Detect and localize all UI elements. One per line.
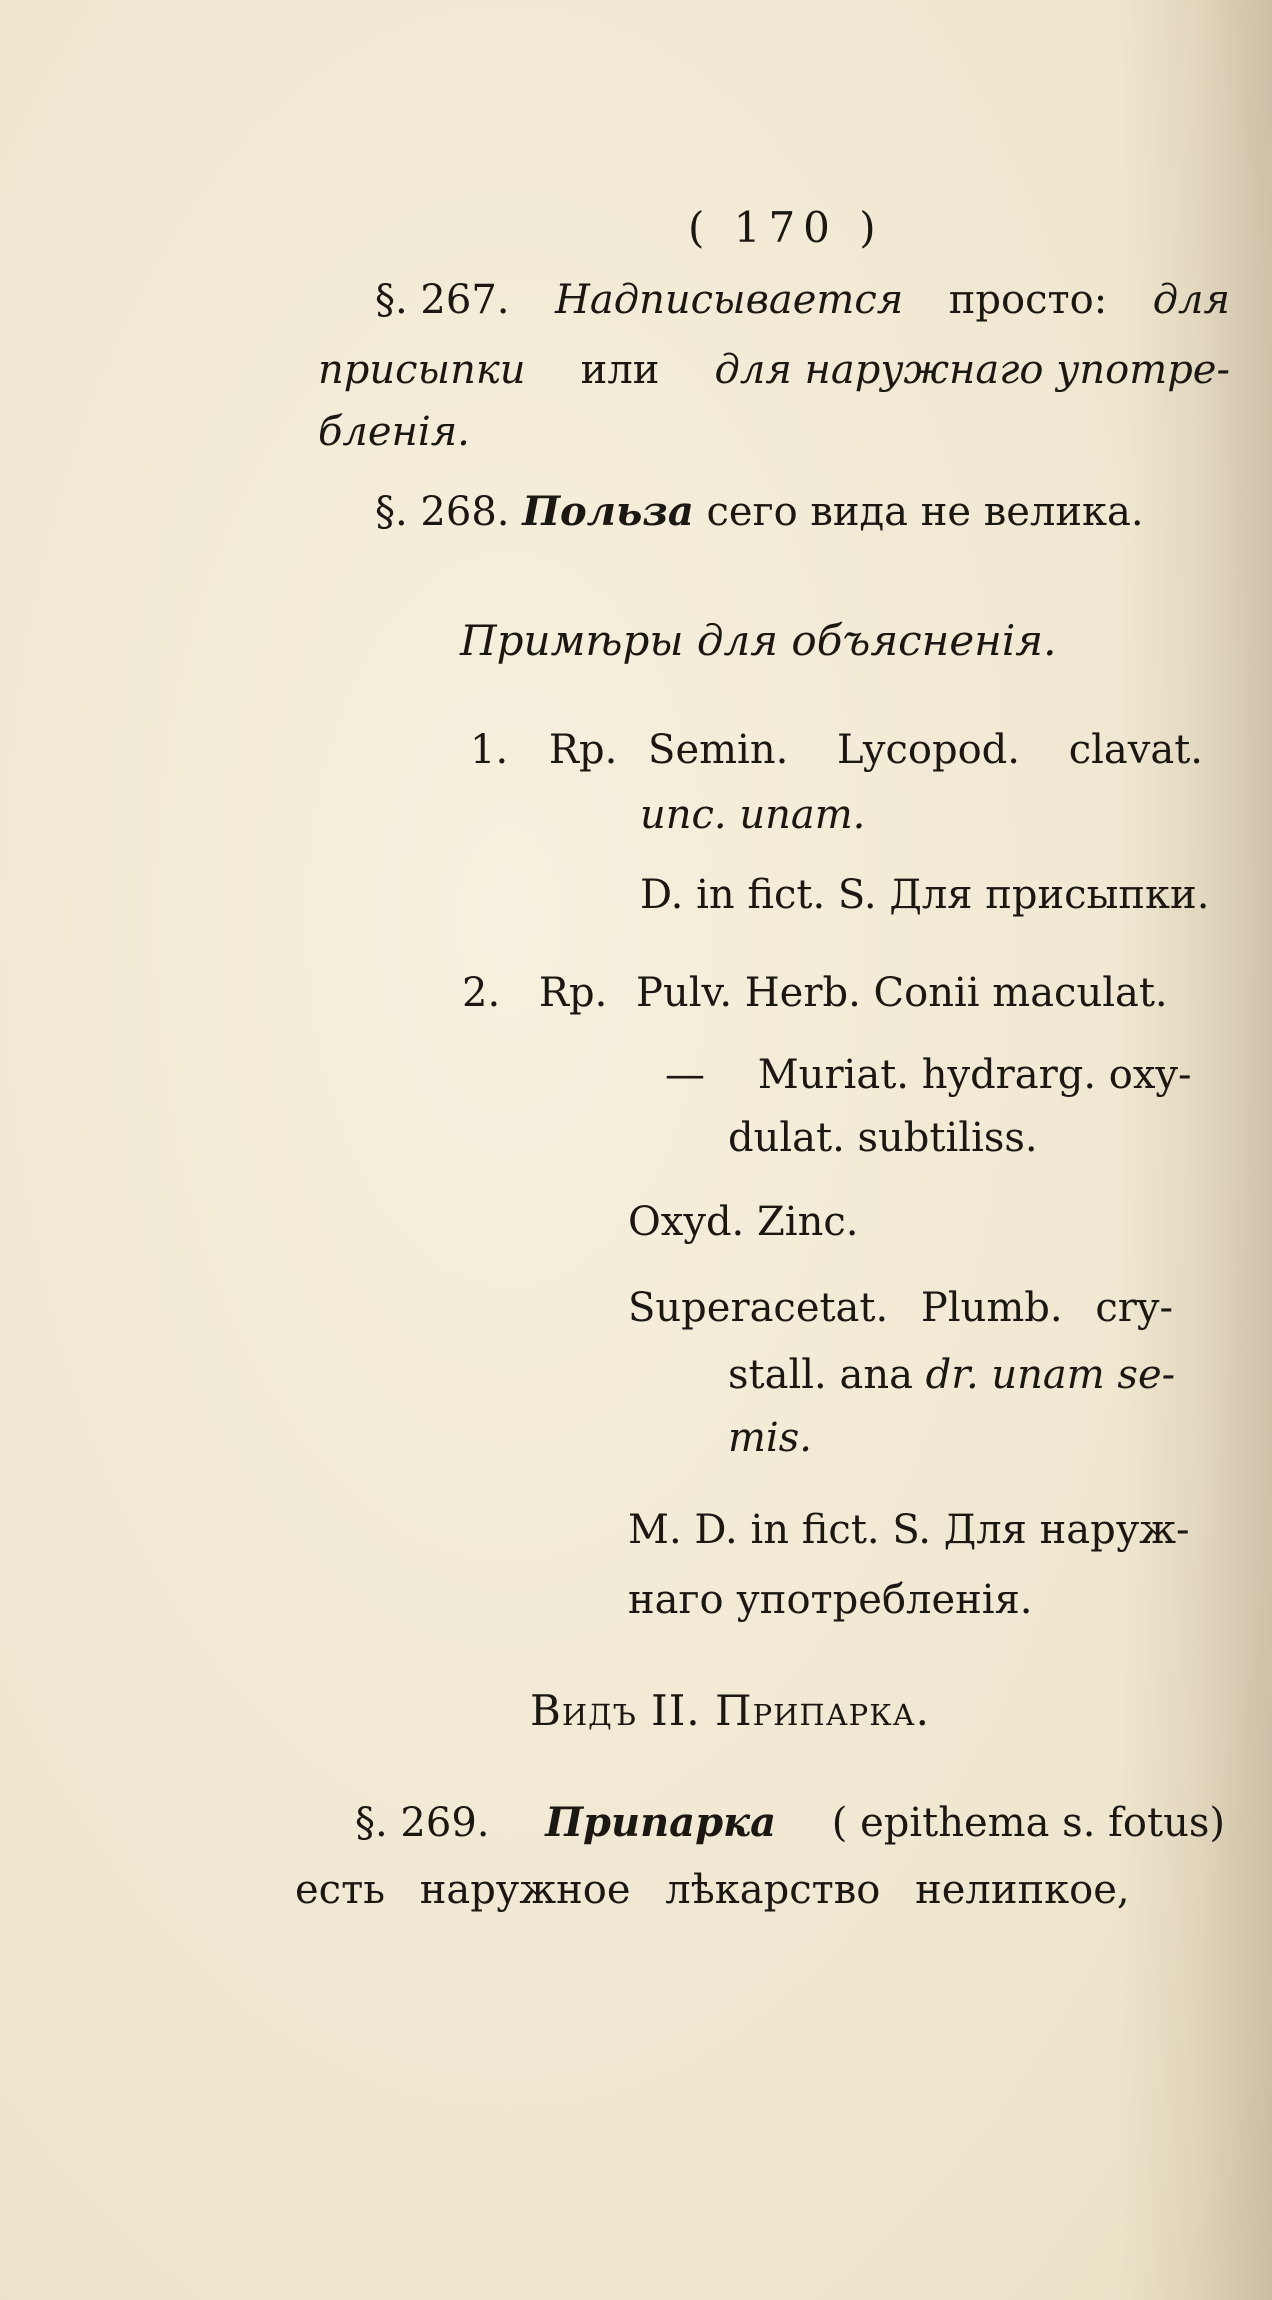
- section-heading: Видъ II. Припарка.: [530, 1686, 930, 1735]
- emphasis-text: для: [1152, 277, 1230, 323]
- recipe-ingredient: Semin. Lycopod. clavat.: [648, 727, 1203, 773]
- page-number: ( 170 ): [688, 203, 884, 252]
- recipe-1-line-1: [470, 727, 1203, 773]
- paragraph-268: [375, 488, 1144, 535]
- emphasis-text: присыпки: [318, 347, 526, 393]
- paragraph-267-line-1: [375, 277, 1230, 323]
- recipe-rp: Rp.: [538, 970, 608, 1016]
- emphasis-text: Припарка: [545, 1799, 777, 1846]
- recipe-number: 1.: [470, 727, 509, 773]
- recipe-2-ingredient-4: Superacetat. Plumb. cry-: [628, 1285, 1173, 1331]
- examples-heading: Примѣры для объясненія.: [460, 616, 1057, 665]
- emphasis-text: Надписывается: [555, 277, 904, 323]
- recipe-2-line-1: [462, 970, 1168, 1016]
- paragraph-number: §. 267.: [375, 277, 510, 323]
- ditto-dash: —: [665, 1052, 705, 1098]
- recipe-ingredient: Muriat. hydrarg. oxy-: [757, 1052, 1192, 1098]
- recipe-2-ingredient-3: Oxyd. Zinc.: [628, 1199, 859, 1245]
- emphasis-text: Польза: [522, 488, 694, 535]
- recipe-2-instruction: M. D. in fict. S. Для наруж-: [628, 1507, 1190, 1553]
- body-text: ( epithema s. fotus): [831, 1800, 1225, 1846]
- paragraph-number: §. 268.: [375, 489, 510, 535]
- paragraph-269-line-2: есть наружное лѣкарство нелипкое,: [295, 1867, 1130, 1913]
- recipe-2-ingredient-4-cont: [728, 1352, 1176, 1398]
- paragraph-267-line-3: бленія.: [318, 409, 470, 455]
- body-text: или: [580, 347, 660, 393]
- emphasis-text: для наружнаго употре-: [714, 347, 1230, 393]
- recipe-dose: dr. unam se-: [925, 1352, 1176, 1398]
- body-text: сего вида не велика.: [706, 489, 1144, 535]
- recipe-2-ingredient-2-cont: dulat. subtiliss.: [728, 1115, 1038, 1161]
- recipe-2-instruction-cont: наго употребленія.: [628, 1577, 1033, 1623]
- recipe-ingredient: stall. ana: [728, 1352, 913, 1398]
- recipe-ingredient: Pulv. Herb. Conii maculat.: [636, 970, 1168, 1016]
- recipe-2-ingredient-2: [665, 1052, 1192, 1098]
- recipe-2-ingredient-4-end: mis.: [728, 1415, 812, 1461]
- recipe-number: 2.: [462, 970, 501, 1016]
- recipe-rp: Rp.: [548, 727, 618, 773]
- body-text: просто:: [948, 277, 1108, 323]
- paragraph-number: §. 269.: [355, 1800, 490, 1846]
- recipe-1-instruction: D. in fict. S. Для присыпки.: [640, 872, 1210, 918]
- paragraph-269-line-1: [355, 1799, 1225, 1846]
- recipe-1-dose: unc. unam.: [640, 792, 866, 838]
- paragraph-267-line-2: [318, 347, 1230, 393]
